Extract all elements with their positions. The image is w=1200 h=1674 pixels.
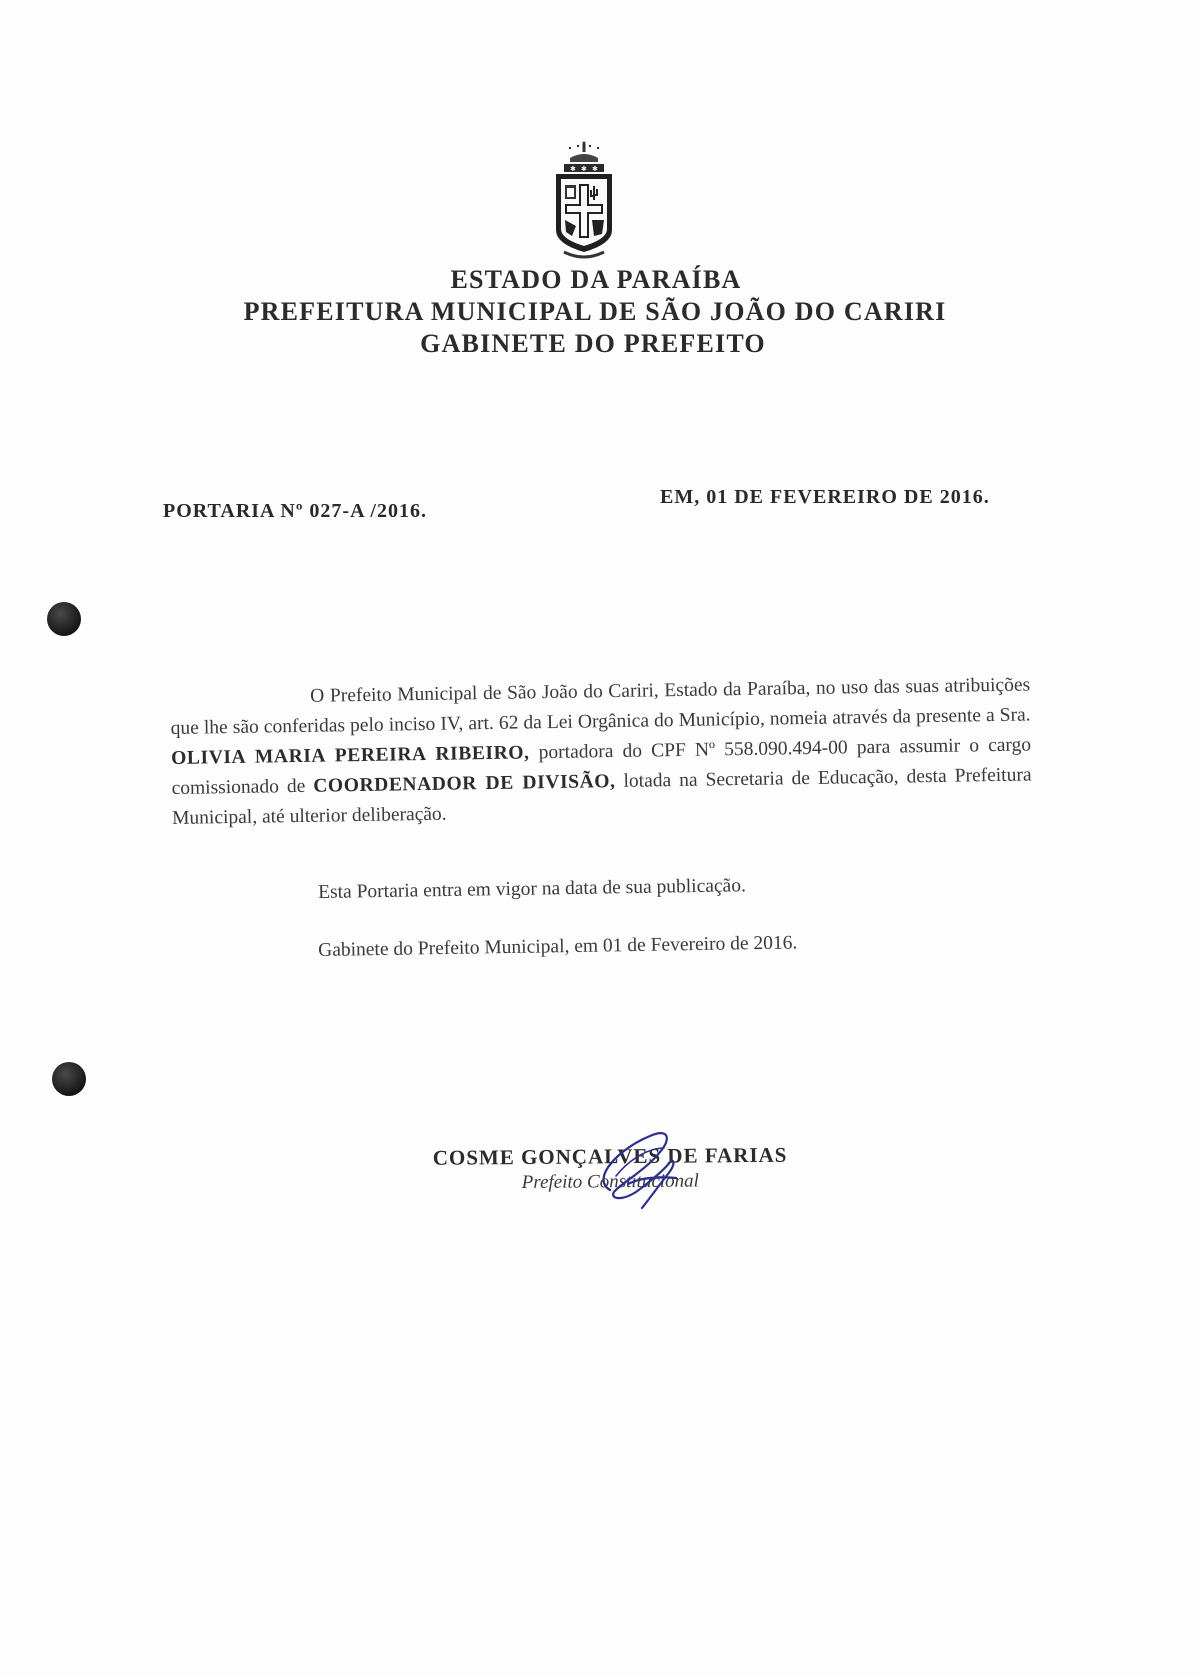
office-heading: GABINETE DO PREFEITO <box>420 329 766 358</box>
ordinance-body <box>170 670 1032 833</box>
paragraph-text: portadora do CPF Nº 558.090.494-00 para assumir o cargo comissionado de <box>171 734 1032 799</box>
municipality-heading: PREFEITURA MUNICIPAL DE SÃO JOÃO DO CARIRI <box>243 297 947 326</box>
paragraph-text: O Prefeito Municipal de São João do Cariri, Estado da Paraíba, no uso das suas atribuições que lhe são conferidas pelo inciso IV, art. 62 da Lei Orgânica do Município, nomeia através da presente a Sra. <box>170 674 1031 739</box>
handwritten-signature <box>580 1118 700 1218</box>
svg-text:✱: ✱ <box>581 165 587 173</box>
paragraph-text: lotada na Secretaria de Educação, desta Prefeitura Municipal, até ulterior deliberação. <box>171 764 1032 829</box>
appointee-name: OLIVIA MARIA PEREIRA RIBEIRO, <box>171 742 530 769</box>
issued-at-paragraph: Gabinete do Prefeito Municipal, em 01 de Fevereiro de 2016. <box>318 932 798 961</box>
ordinance-number: PORTARIA Nº 027-A /2016. <box>163 500 427 522</box>
punch-hole <box>52 1062 86 1096</box>
appointed-role: COORDENADOR DE DIVISÃO, <box>313 771 616 797</box>
punch-hole <box>47 602 81 636</box>
appointment-paragraph <box>170 670 1032 833</box>
signatory-name: COSME GONÇALVES DE FARIAS <box>432 1142 788 1170</box>
document-header <box>0 264 1200 360</box>
ordinance-date: EM, 01 DE FEVEREIRO DE 2016. <box>660 486 990 508</box>
signatory-title: Prefeito Constitucional <box>521 1170 699 1194</box>
svg-text:✱: ✱ <box>592 165 598 173</box>
state-heading: ESTADO DA PARAÍBA <box>450 265 742 294</box>
effective-date-paragraph: Esta Portaria entra em vigor na data de sua publicação. <box>318 875 747 903</box>
municipal-coat-of-arms-icon <box>536 140 632 266</box>
svg-text:✱: ✱ <box>570 165 576 173</box>
